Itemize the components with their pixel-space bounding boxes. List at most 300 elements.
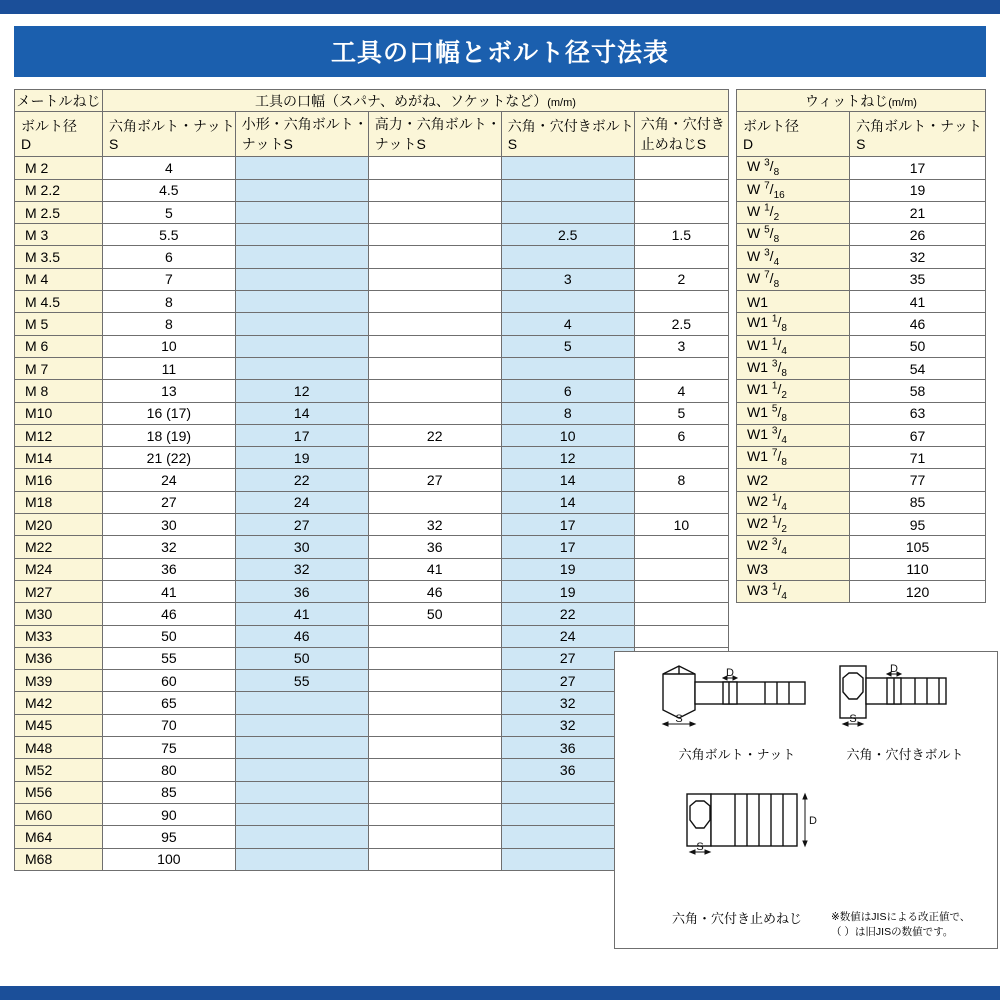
table-row [15,447,729,469]
metric-cell: 30 [102,514,235,536]
metric-col-setscrew [634,112,728,157]
table-row [737,335,986,357]
metric-cell [235,692,368,714]
metric-row-label: M 6 [15,335,103,357]
metric-cell: 11 [102,357,235,379]
metric-col-d-line1: ボルト径 [21,118,77,135]
metric-row-label: M27 [15,580,103,602]
metric-cell [235,224,368,246]
metric-cell [235,803,368,825]
metric-cell: 21 (22) [102,447,235,469]
metric-cell: 5 [634,402,728,424]
table-row [15,357,729,379]
metric-cell: 5.5 [102,224,235,246]
metric-cell: 22 [501,603,634,625]
metric-column-header-row [15,112,729,157]
metric-cell [368,737,501,759]
whitworth-cell: 71 [850,447,986,469]
metric-group-header-row [15,90,729,112]
metric-tools-group-text: 工具の口幅（スパナ、めがね、ソケットなど） [255,92,548,109]
metric-row-label: M36 [15,647,103,669]
content-area [14,89,986,969]
metric-cell [235,157,368,179]
whitworth-cell: 58 [850,380,986,402]
metric-cell [501,246,634,268]
metric-row-label: M22 [15,536,103,558]
metric-cell: 17 [501,514,634,536]
metric-cell: 36 [368,536,501,558]
metric-row-label: M30 [15,603,103,625]
whitworth-col-s-line2: S [856,136,866,153]
metric-col-smallhex-line2: ナットS [241,136,293,153]
diagram-note-line1: ※数値はJISによる改正値で、 [831,910,971,923]
metric-cell: 27 [102,491,235,513]
metric-cell: 12 [235,380,368,402]
whitworth-column-header-row [737,112,986,157]
metric-row-label: M20 [15,514,103,536]
whitworth-col-d-line2: D [743,136,754,153]
metric-cell [368,781,501,803]
table-row [15,179,729,201]
metric-row-label: M 4 [15,268,103,290]
metric-cell: 14 [501,491,634,513]
metric-cell [634,246,728,268]
whitworth-row-label: W1 $^5/_8$ [737,402,850,424]
hex-bolt-figure [663,666,805,718]
metric-cell: 85 [102,781,235,803]
whitworth-thread-table [736,89,986,603]
metric-cell: 14 [235,402,368,424]
metric-cell: 8 [102,313,235,335]
metric-cell: 60 [102,670,235,692]
set-screw-dimension-d [803,794,807,846]
metric-cell: 2 [634,268,728,290]
metric-row-label: M 4.5 [15,291,103,313]
caption-set-screw: 六角・穴付き止めねじ [671,911,802,926]
metric-cell: 41 [235,603,368,625]
whitworth-col-s-line1: 六角ボルト・ナット [856,118,982,135]
table-row [15,201,729,223]
table-row [737,291,986,313]
metric-row-label: M12 [15,424,103,446]
table-row [15,291,729,313]
metric-cell [501,157,634,179]
table-row [15,402,729,424]
metric-cell [368,491,501,513]
whitworth-row-label: W $^1/_2$ [737,201,850,223]
metric-row-label: M42 [15,692,103,714]
metric-cell: 1.5 [634,224,728,246]
metric-cell: 27 [368,469,501,491]
metric-cell: 46 [368,580,501,602]
metric-cell: 14 [501,469,634,491]
whitworth-cell: 85 [850,491,986,513]
whitworth-row-label: W1 $^1/_4$ [737,335,850,357]
metric-col-socketbolt [501,112,634,157]
metric-row-label: M52 [15,759,103,781]
metric-row-label: M 2.2 [15,179,103,201]
table-row [15,558,729,580]
whitworth-row-label: W2 $^3/_4$ [737,536,850,558]
metric-cell: 32 [501,714,634,736]
fastener-diagram-svg [615,652,997,948]
metric-cell: 24 [501,625,634,647]
whitworth-cell: 63 [850,402,986,424]
table-row [737,224,986,246]
whitworth-row-label: W $^3/_8$ [737,157,850,179]
metric-cell [368,335,501,357]
metric-cell [501,291,634,313]
metric-row-label: M60 [15,803,103,825]
metric-cell: 2.5 [501,224,634,246]
metric-cell [368,826,501,848]
metric-cell [501,201,634,223]
metric-cell: 55 [235,670,368,692]
table-row [737,201,986,223]
metric-cell [368,224,501,246]
metric-cell: 8 [501,402,634,424]
whitworth-cell: 105 [850,536,986,558]
whitworth-row-label: W3 [737,558,850,580]
metric-cell: 18 (19) [102,424,235,446]
metric-cell [235,781,368,803]
table-row [737,514,986,536]
table-row [15,625,729,647]
metric-cell: 46 [235,625,368,647]
whitworth-cell: 95 [850,514,986,536]
metric-cell [634,357,728,379]
metric-tools-group-label [102,90,728,112]
metric-cell [368,402,501,424]
whitworth-cell: 67 [850,424,986,446]
metric-cell: 50 [368,603,501,625]
metric-cell [634,491,728,513]
whitworth-cell: 26 [850,224,986,246]
metric-row-label: M10 [15,402,103,424]
metric-cell: 5 [501,335,634,357]
metric-col-smallhex [235,112,368,157]
whitworth-group-header-row [737,90,986,112]
metric-row-label: M68 [15,848,103,870]
socket-bolt-label-d: D [890,663,898,675]
whitworth-cell: 17 [850,157,986,179]
page-title: 工具の口幅とボルト径寸法表 [14,26,986,77]
metric-cell: 36 [235,580,368,602]
whitworth-row-label: W2 [737,469,850,491]
metric-row-label: M45 [15,714,103,736]
table-row [737,246,986,268]
metric-cell [235,201,368,223]
metric-cell: 10 [634,514,728,536]
metric-cell [368,313,501,335]
metric-cell [634,447,728,469]
metric-cell: 8 [102,291,235,313]
metric-cell [235,737,368,759]
table-row [737,469,986,491]
metric-cell: 6 [102,246,235,268]
whitworth-table-body [737,157,986,603]
metric-cell [634,625,728,647]
table-row [737,491,986,513]
metric-cell [501,179,634,201]
metric-col-highstrength [368,112,501,157]
table-row [15,268,729,290]
metric-col-hexbolt-line1: 六角ボルト・ナット [108,118,235,135]
socket-bolt-label-s: S [849,713,857,725]
metric-cell: 4 [501,313,634,335]
table-row [737,380,986,402]
metric-cell [235,291,368,313]
table-row [15,580,729,602]
metric-cell: 24 [102,469,235,491]
whitworth-row-label: W $^3/_4$ [737,246,850,268]
table-row [15,157,729,179]
whitworth-group-label [737,90,986,112]
whitworth-row-label: W3 $^1/_4$ [737,580,850,602]
metric-cell: 4.5 [102,179,235,201]
whitworth-row-label: W1 $^1/_2$ [737,380,850,402]
metric-cell: 27 [235,514,368,536]
metric-cell [235,714,368,736]
metric-cell [634,603,728,625]
metric-cell: 8 [634,469,728,491]
whitworth-row-label: W $^7/_{16}$ [737,179,850,201]
metric-cell [235,268,368,290]
metric-cell [235,759,368,781]
metric-cell: 32 [501,692,634,714]
metric-group-label: メートルねじ [15,90,103,112]
table-row [737,357,986,379]
metric-cell: 36 [501,737,634,759]
metric-cell: 17 [501,536,634,558]
metric-col-highstrength-line2: ナットS [374,136,426,153]
metric-row-label: M 2.5 [15,201,103,223]
whitworth-col-s [850,112,986,157]
metric-cell [634,291,728,313]
metric-col-socketbolt-line2: S [507,136,518,153]
metric-cell: 27 [501,647,634,669]
metric-cell: 50 [235,647,368,669]
metric-cell: 6 [501,380,634,402]
caption-hex-bolt: 六角ボルト・ナット [678,747,796,762]
whitworth-unit: (m/m) [888,96,917,109]
metric-cell [368,714,501,736]
metric-cell: 17 [235,424,368,446]
metric-row-label: M14 [15,447,103,469]
metric-cell [235,179,368,201]
metric-cell [368,380,501,402]
whitworth-cell: 120 [850,580,986,602]
metric-cell: 3 [634,335,728,357]
metric-cell: 10 [501,424,634,446]
set-screw-label-s: S [696,841,704,853]
metric-cell [368,670,501,692]
metric-cell: 90 [102,803,235,825]
whitworth-row-label: W $^7/_8$ [737,268,850,290]
metric-row-label: M24 [15,558,103,580]
whitworth-row-label: W1 [737,291,850,313]
table-row [15,246,729,268]
metric-cell: 19 [501,580,634,602]
diagram-note-line2: （ ）は旧JISの数値です。 [831,925,954,938]
metric-cell [368,447,501,469]
table-row [15,224,729,246]
metric-cell: 22 [235,469,368,491]
set-screw-label-d: D [809,815,817,827]
metric-cell: 80 [102,759,235,781]
metric-cell: 19 [235,447,368,469]
metric-cell: 24 [235,491,368,513]
metric-row-label: M16 [15,469,103,491]
metric-row-label: M39 [15,670,103,692]
metric-row-label: M 3.5 [15,246,103,268]
whitworth-cell: 35 [850,268,986,290]
table-row [15,424,729,446]
metric-cell: 100 [102,848,235,870]
metric-col-hexbolt-line2: S [108,136,119,153]
metric-cell: 16 (17) [102,402,235,424]
whitworth-row-label: W1 $^1/_8$ [737,313,850,335]
metric-cell: 5 [102,201,235,223]
metric-row-label: M56 [15,781,103,803]
metric-cell: 4 [634,380,728,402]
metric-cell [368,268,501,290]
metric-cell [368,291,501,313]
metric-cell [235,246,368,268]
hex-bolt-label-d: D [726,667,734,679]
caption-socket-bolt: 六角・穴付きボルト [846,747,964,762]
metric-cell: 10 [102,335,235,357]
metric-cell: 30 [235,536,368,558]
set-screw-figure [687,794,797,846]
metric-cell: 41 [368,558,501,580]
diagram-box [614,651,998,949]
metric-cell [235,357,368,379]
whitworth-cell: 19 [850,179,986,201]
metric-cell [368,803,501,825]
metric-cell: 70 [102,714,235,736]
whitworth-row-label: W1 $^7/_8$ [737,447,850,469]
metric-cell [368,759,501,781]
metric-col-hexbolt [102,112,235,157]
table-row [15,469,729,491]
metric-cell: 6 [634,424,728,446]
metric-cell [368,157,501,179]
whitworth-cell: 21 [850,201,986,223]
table-row [15,514,729,536]
metric-cell: 13 [102,380,235,402]
metric-cell [368,357,501,379]
metric-cell: 65 [102,692,235,714]
metric-row-label: M48 [15,737,103,759]
metric-col-d [15,112,103,157]
whitworth-group-text: ウィットねじ [805,92,889,109]
metric-cell: 55 [102,647,235,669]
whitworth-cell: 46 [850,313,986,335]
metric-cell: 27 [501,670,634,692]
table-row [15,380,729,402]
table-row [15,536,729,558]
table-row [737,424,986,446]
metric-cell: 12 [501,447,634,469]
metric-cell [235,335,368,357]
metric-cell: 2.5 [634,313,728,335]
table-row [737,580,986,602]
metric-cell: 3 [501,268,634,290]
whitworth-row-label: W1 $^3/_8$ [737,357,850,379]
metric-row-label: M 8 [15,380,103,402]
table-row [737,157,986,179]
metric-cell: 95 [102,826,235,848]
metric-row-label: M 7 [15,357,103,379]
table-row [737,558,986,580]
metric-cell [368,201,501,223]
metric-cell: 19 [501,558,634,580]
table-row [737,268,986,290]
metric-cell: 75 [102,737,235,759]
metric-cell [634,580,728,602]
metric-cell: 41 [102,580,235,602]
metric-row-label: M 5 [15,313,103,335]
whitworth-cell: 32 [850,246,986,268]
metric-col-highstrength-line1: 高力・六角ボルト・ [374,116,501,133]
metric-cell [235,826,368,848]
table-row [737,447,986,469]
hex-bolt-label-s: S [675,713,683,725]
metric-cell: 32 [368,514,501,536]
diagram-note [831,910,991,940]
metric-cell: 46 [102,603,235,625]
metric-row-label: M64 [15,826,103,848]
whitworth-row-label: W2 $^1/_4$ [737,491,850,513]
whitworth-cell: 50 [850,335,986,357]
metric-cell [368,625,501,647]
metric-cell [368,848,501,870]
whitworth-col-d-line1: ボルト径 [743,118,799,135]
whitworth-row-label: W2 $^1/_2$ [737,514,850,536]
table-row [15,491,729,513]
metric-cell [634,536,728,558]
metric-cell [634,157,728,179]
metric-cell: 22 [368,424,501,446]
whitworth-cell: 41 [850,291,986,313]
table-row [737,179,986,201]
metric-cell [368,647,501,669]
metric-col-setscrew-line1: 六角・穴付き [640,116,725,133]
metric-cell: 36 [102,558,235,580]
metric-cell [634,201,728,223]
metric-row-label: M33 [15,625,103,647]
metric-col-setscrew-line2: 止めねじS [640,136,707,153]
whitworth-cell: 110 [850,558,986,580]
metric-cell [501,357,634,379]
metric-tools-unit: (m/m) [547,96,576,109]
metric-cell: 4 [102,157,235,179]
table-row [737,536,986,558]
table-row [737,313,986,335]
whitworth-row-label: W $^5/_8$ [737,224,850,246]
metric-col-socketbolt-line1: 六角・穴付きボルト [507,118,634,135]
metric-cell: 50 [102,625,235,647]
whitworth-cell: 54 [850,357,986,379]
metric-cell [235,313,368,335]
metric-cell [235,848,368,870]
metric-row-label: M 2 [15,157,103,179]
metric-cell [368,246,501,268]
metric-cell: 7 [102,268,235,290]
metric-cell [368,692,501,714]
table-row [15,335,729,357]
